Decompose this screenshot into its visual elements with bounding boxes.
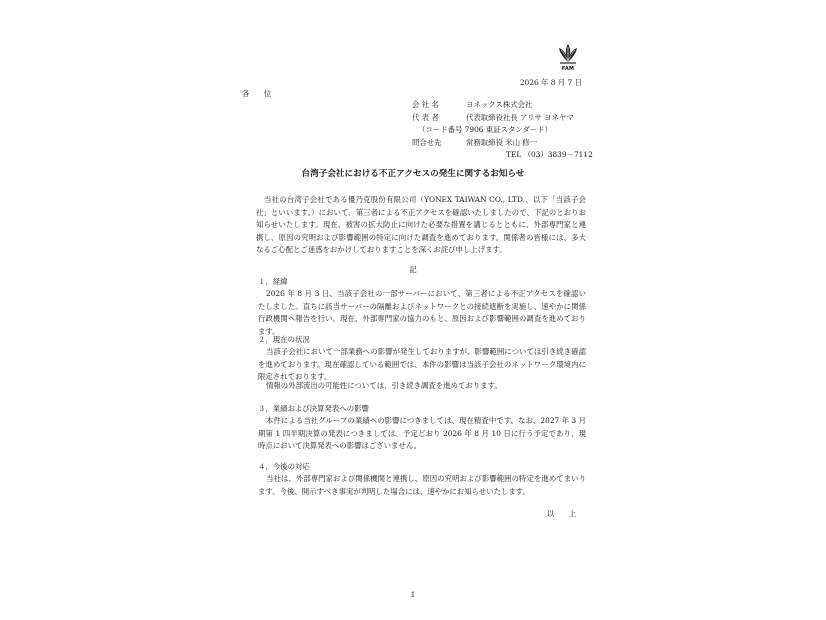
recipients-line: 各 位 (242, 89, 278, 98)
company-info-label: 問合せ先 (412, 137, 442, 147)
section-paragraph: 本件による当社グループの業績への影響につきましては、現在精査中です。なお、2027 年 3 月期第 1 四半期決算の発表につきましては、予定どおり 2026 年 8 月 10 日に行う予定であり、現時点において決算発表への影響はございません。 (258, 416, 586, 451)
section-heading: ２．現在の状況 (258, 335, 310, 344)
company-info-value: 代表取締役社長 アリサ ヨネヤマ (466, 112, 574, 122)
closing-mark: 以 上 (546, 509, 582, 518)
company-info-value: TEL （03）3839－7112 (506, 150, 593, 160)
section-paragraph: 当社は、外部専門家および関係機関と連携し、原因の究明および影響範囲の特定を進めてまいります。今後、開示すべき事実が判明した場合には、速やかにお知らせいたします。 (258, 474, 586, 496)
company-logo (556, 42, 580, 74)
section-paragraph: 情報の外部流出の可能性については、引き続き調査を進めております。 (266, 381, 502, 390)
release-date: 2026 年 8 月 7 日 (519, 78, 582, 87)
section-heading: １．経緯 (258, 277, 288, 286)
section-heading: ３．業績および決算発表への影響 (258, 404, 369, 413)
logo-text: FAM (561, 66, 575, 72)
section-paragraph: 2026 年 8 月 3 日、当該子会社の一部サーバーにおいて、第三者による不正アクセスを確認いたしました。直ちに該当サーバーの隔離およびネットワークとの接続遮断を実施し、速やかに関係行政機関へ報告を行い、現在、外部専門家の協力のもと、原因および影響範囲の調査を進めております。 (258, 289, 586, 336)
section-heading: ４．今後の対応 (258, 462, 310, 471)
company-info-label: 代 表 者 (412, 112, 439, 122)
ki-marker: 記 (409, 265, 417, 274)
section-paragraph: 当該子会社において一部業務への影響が発生しておりますが、影響範囲については引き続き確認を進めております。現在確認している範囲では、本件の影響は当該子会社のネットワーク環境内に限定されております。 (258, 347, 586, 382)
company-info-value: 常務取締役 米山 修一 (466, 137, 538, 147)
intro-paragraph: 当社の台湾子会社である優乃克股份有限公司（YONEX TAIWAN CO., LTD.、以下「当該子会社」といいます。）において、第三者による不正アクセスを確認いたしましたので、下記のとおりお知らせいたします。現在、被害の拡大防止に向けた必要な措置を講じるとともに、外部専門家と連携し、原因の究明および影響範囲の特定に向けた調査を進めております。関係者の皆様には、多大なるご心配とご迷惑をおかけしておりますことを深くお詫び申し上げます。 (256, 195, 586, 255)
document-title: 台湾子会社における不正アクセスの発生に関するお知らせ (301, 169, 525, 179)
company-info-value: （コード番号 7906 東証スタンダード） (418, 125, 553, 135)
page-number: 1 (410, 590, 416, 599)
leaf-emblem-icon (556, 42, 580, 66)
company-info-label: 会 社 名 (412, 100, 439, 109)
company-info-value: ヨネックス株式会社 (466, 100, 533, 109)
